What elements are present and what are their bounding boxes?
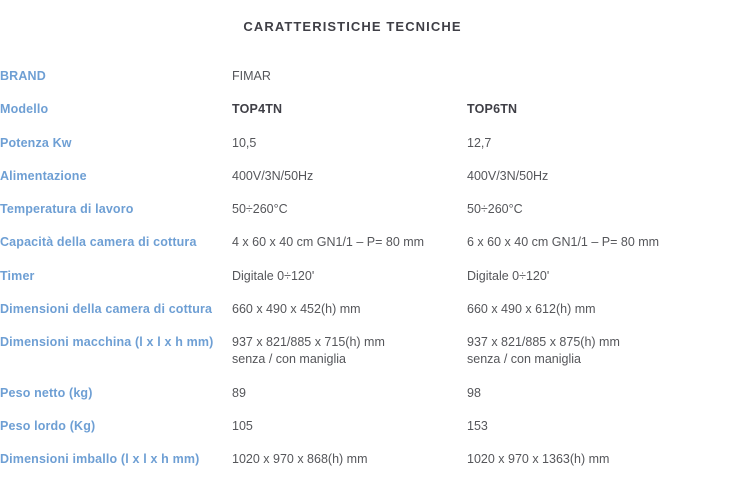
spec-value-text: 153 xyxy=(467,418,488,433)
spec-label: Alimentazione xyxy=(0,168,87,183)
spec-value-model-1 xyxy=(232,201,467,234)
spec-value-model-1 xyxy=(232,418,467,451)
spec-value-text: 6 x 60 x 40 cm GN1/1 – P= 80 mm xyxy=(467,235,660,250)
spec-value-text: TOP4TN xyxy=(232,102,283,117)
spec-value-text: 400V/3N/50Hz xyxy=(232,168,314,183)
spec-value-model-1 xyxy=(232,385,467,418)
spec-value-model-2 xyxy=(467,268,729,301)
spec-label: Peso netto (kg) xyxy=(0,385,93,400)
spec-value-model-1 xyxy=(232,168,467,201)
spec-value-model-2 xyxy=(467,301,729,334)
spec-label: Dimensioni imballo (l x l x h mm) xyxy=(0,452,200,466)
specifications-table-body xyxy=(0,68,729,484)
table-row xyxy=(0,135,729,168)
table-row xyxy=(0,268,729,301)
spec-value-text: Digitale 0÷120' xyxy=(467,268,550,283)
table-row xyxy=(0,201,729,234)
spec-label: Temperatura di lavoro xyxy=(0,202,134,216)
spec-value-text: TOP6TN xyxy=(467,102,518,117)
spec-value-text: 10,5 xyxy=(232,135,257,150)
spec-label: Modello xyxy=(0,102,49,117)
page-title: CARATTERISTICHE TECNICHE xyxy=(243,19,462,34)
table-row xyxy=(0,168,729,201)
table-row xyxy=(0,101,729,134)
specifications-table xyxy=(0,68,729,484)
spec-value-text: 660 x 490 x 612(h) mm xyxy=(467,301,596,316)
table-row xyxy=(0,301,729,334)
spec-label: Dimensioni della camera di cottura xyxy=(0,301,213,316)
spec-label: Capacità della camera di cottura xyxy=(0,235,197,250)
spec-value-model-2 xyxy=(467,101,729,134)
spec-value-text: 50÷260°C xyxy=(232,202,288,216)
spec-value-text: 105 xyxy=(232,418,253,433)
spec-value-text: 660 x 490 x 452(h) mm xyxy=(232,301,361,316)
spec-value-model-2 xyxy=(467,201,729,234)
spec-value-model-2 xyxy=(467,168,729,201)
spec-value-text: Digitale 0÷120' xyxy=(232,268,315,283)
spec-value-model-2 xyxy=(467,451,729,484)
spec-value-model-2 xyxy=(467,234,729,267)
spec-value-model-1 xyxy=(232,101,467,134)
spec-value-model-2 xyxy=(467,418,729,451)
table-row xyxy=(0,334,729,385)
spec-label: Timer xyxy=(0,268,35,283)
spec-value-text: 1020 x 970 x 1363(h) mm xyxy=(467,452,610,466)
spec-label: Potenza Kw xyxy=(0,135,72,150)
spec-value-text: 1020 x 970 x 868(h) mm xyxy=(232,452,368,466)
table-row xyxy=(0,234,729,267)
spec-value-text: 50÷260°C xyxy=(467,202,523,216)
spec-value-model-2 xyxy=(467,334,729,385)
spec-value-text: 400V/3N/50Hz xyxy=(467,168,549,183)
spec-value-model-1 xyxy=(232,234,467,267)
spec-value-text: 98 xyxy=(467,385,481,400)
spec-value-text: 12,7 xyxy=(467,135,492,150)
spec-value-text: 89 xyxy=(232,385,246,400)
spec-value-text: 937 x 821/885 x 715(h) mm xyxy=(232,335,385,349)
spec-value-text: 4 x 60 x 40 cm GN1/1 – P= 80 mm xyxy=(232,235,425,250)
spec-value-model-2 xyxy=(467,385,729,418)
spec-label: Peso lordo (Kg) xyxy=(0,418,96,433)
spec-value-model-1 xyxy=(232,68,467,101)
table-row xyxy=(0,418,729,451)
spec-value-model-2 xyxy=(467,135,729,168)
table-row xyxy=(0,385,729,418)
spec-value-model-1 xyxy=(232,451,467,484)
spec-value-model-1 xyxy=(232,268,467,301)
table-row xyxy=(0,451,729,484)
spec-value-model-1 xyxy=(232,334,467,385)
spec-value-note: senza / con maniglia xyxy=(232,352,346,367)
spec-value-model-1 xyxy=(232,301,467,334)
spec-value-text: 937 x 821/885 x 875(h) mm xyxy=(467,335,620,349)
table-row xyxy=(0,68,729,101)
spec-value-model-2 xyxy=(467,68,729,101)
spec-label: Dimensioni macchina (l x l x h mm) xyxy=(0,335,214,349)
spec-value-model-1 xyxy=(232,135,467,168)
spec-value-note: senza / con maniglia xyxy=(467,352,581,367)
spec-value-text: FIMAR xyxy=(232,69,271,83)
spec-label: BRAND xyxy=(0,69,46,83)
